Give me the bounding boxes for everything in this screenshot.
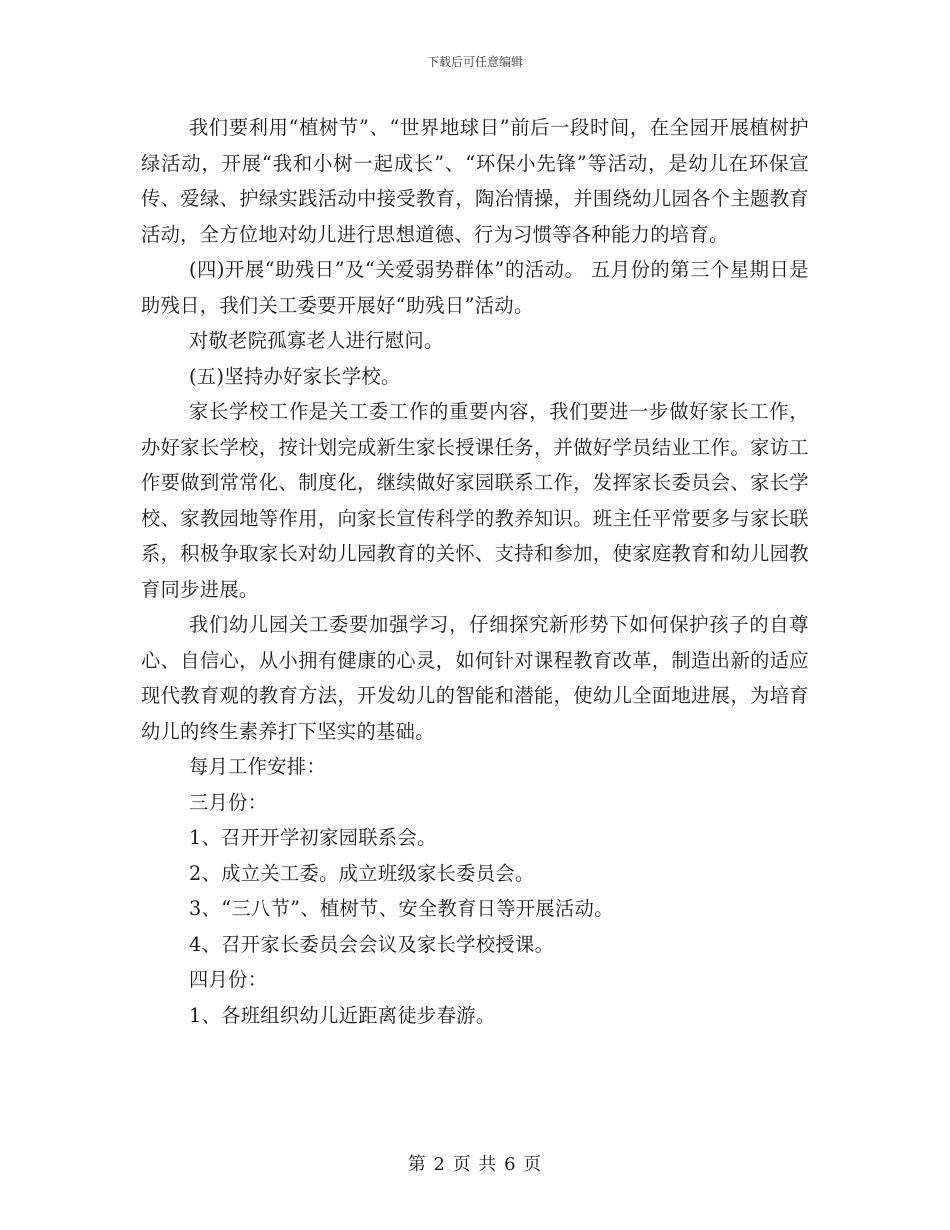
page-header: 下载后可任意编辑 bbox=[426, 55, 523, 69]
heading-april: 四月份： bbox=[189, 968, 268, 991]
document-body bbox=[141, 110, 809, 1033]
paragraph-parent-school: 家长学校工作是关工委工作的重要内容，我们要进一步做好家长工作，办好家长学校，按计划完成新生家长授课任务，并做好学员结业工作。家访工作要做到常常化、制度化，继续做好家园联系工作，发挥家长委员会、家长学校、家教园地等作用，向家长宣传科学的教养知识。班主任平常要多与家长联系，积极争取家长对幼儿园教育的关怀、支持和参加，使家庭教育和幼儿园教育同步进展。 bbox=[141, 400, 809, 601]
list-item: 1、召开开学初家园联系会。 bbox=[189, 826, 437, 849]
paragraph-disability-day: (四)开展“助残日”及“关爱弱势群体”的活动。 五月份的第三个星期日是助残日，我们关工委要开展好“助残日”活动。 bbox=[141, 258, 809, 317]
list-item: 3、“三八节”、植树节、安全教育日等开展活动。 bbox=[189, 897, 614, 920]
section-heading-parent-school: (五)坚持办好家长学校。 bbox=[189, 364, 401, 388]
paragraph-tree-planting: 我们要利用“植树节”、“世界地球日”前后一段时间，在全园开展植树护绿活动，开展“我和小树一起成长”、“环保小先锋”等活动，是幼儿在环保宣传、爱绿、护绿实践活动中接受教育，陶冶情操，并围绕幼儿园各个主题教育活动，全方位地对幼儿进行思想道德、行为习惯等各种能力的培育。 bbox=[141, 116, 809, 246]
list-item: 4、召开家长委员会会议及家长学校授课。 bbox=[189, 932, 555, 956]
paragraph-study: 我们幼儿园关工委要加强学习，仔细探究新形势下如何保护孩子的自尊心、自信心，从小拥有健康的心灵，如何针对课程教育改革，制造出新的适应现代教育观的教育方法，开发幼儿的智能和潜能，使幼儿全面地进展，为培育幼儿的终生素养打下坚实的基础。 bbox=[141, 613, 809, 743]
list-item: 2、成立关工委。成立班级家长委员会。 bbox=[189, 861, 535, 885]
paragraph-elderly-visit: 对敬老院孤寡老人进行慰问。 bbox=[189, 329, 444, 352]
heading-monthly-plan: 每月工作安排： bbox=[189, 755, 327, 778]
list-item: 1、各班组织幼儿近距离徒步春游。 bbox=[189, 1003, 496, 1027]
heading-march: 三月份： bbox=[189, 790, 268, 814]
page-number: 第 2 页 共 6 页 bbox=[407, 1154, 543, 1175]
